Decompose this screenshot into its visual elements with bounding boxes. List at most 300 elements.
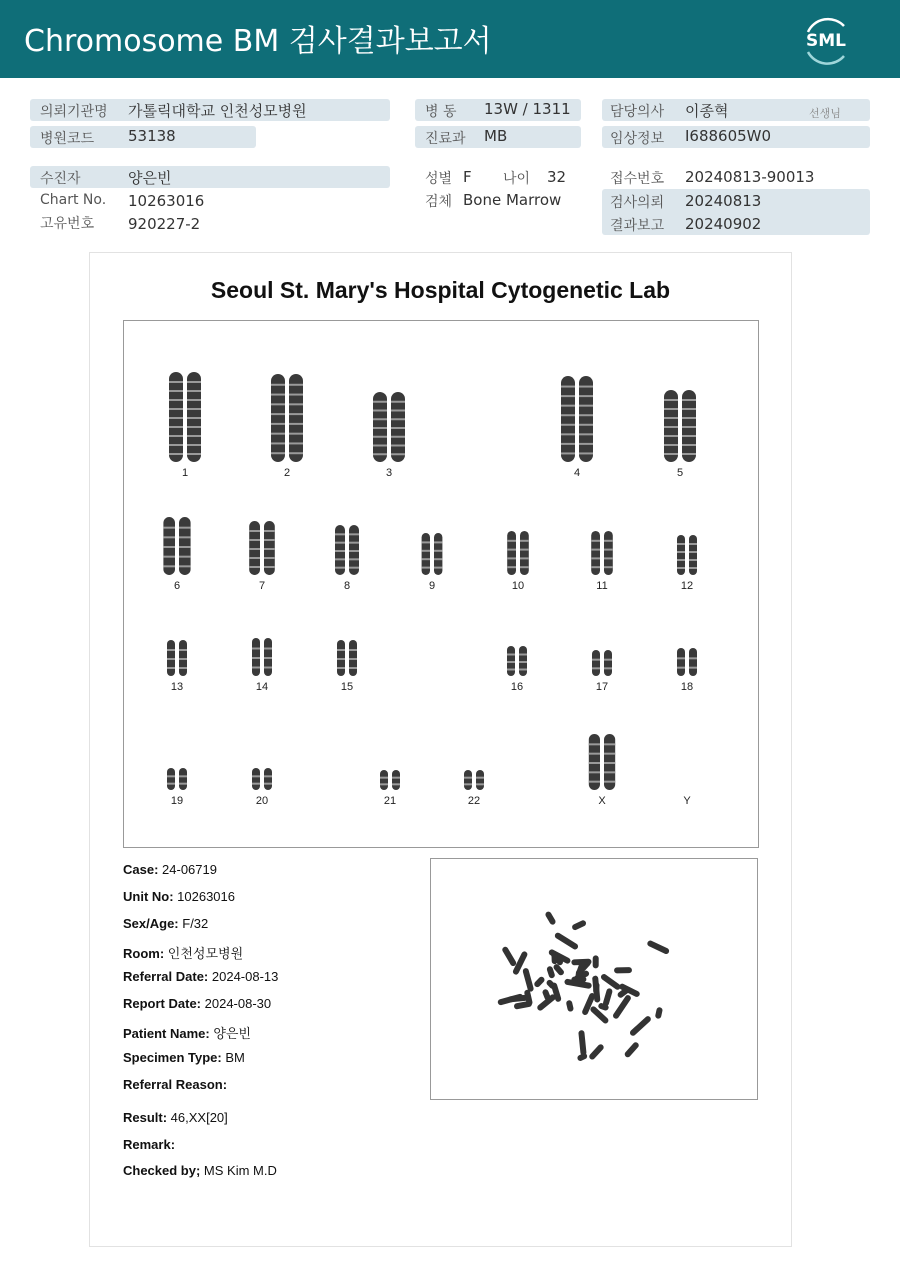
lab-title: Seoul St. Mary's Hospital Cytogenetic Lab: [210, 277, 671, 303]
chromosome-shape: [591, 531, 600, 575]
chromosome-band: [579, 395, 593, 397]
chromosome-band: [519, 654, 527, 656]
chromosome-label: 3: [385, 467, 393, 479]
metaphase-chromosome: [522, 967, 534, 992]
dept-label: 진료과: [425, 131, 466, 147]
report-field-value: 인천성모병원: [164, 946, 244, 961]
chromosome-band: [520, 557, 529, 559]
chromosome-label: 12: [680, 580, 694, 592]
chromosome-band: [561, 405, 575, 407]
chromosome-band: [391, 436, 405, 438]
chromosome-shape: [677, 648, 685, 676]
chromosome-band: [391, 445, 405, 447]
specimen-label: 검체: [425, 194, 453, 210]
patient-row-bg: [30, 166, 390, 188]
chromosome-band: [187, 399, 201, 401]
chromosome-band: [391, 418, 405, 420]
chromosome-band: [373, 445, 387, 447]
report-field-row: [123, 1023, 251, 1042]
report-field-value: 2024-08-13: [208, 969, 279, 984]
report-field-label: Remark:: [123, 1137, 176, 1152]
chromosome-band: [604, 540, 613, 542]
chromosome-band: [507, 661, 515, 663]
chromosome-shape: [464, 770, 472, 790]
chromosome-band: [579, 424, 593, 426]
chromosome-band: [664, 399, 678, 401]
clinical-value: I688605W0: [685, 127, 772, 145]
report-field-label: Specimen Type:: [123, 1050, 222, 1065]
chromosome-band: [264, 548, 275, 550]
chromosome-band: [520, 540, 529, 542]
chromosome-band: [252, 667, 260, 669]
chromosome-band: [604, 762, 615, 764]
chromosome-band: [589, 762, 600, 764]
chromosome-band: [187, 453, 201, 455]
chromosome-band: [349, 649, 357, 651]
chromosome-band: [604, 566, 613, 568]
unique-id-value: 920227-2: [128, 215, 201, 233]
specimen-value: Bone Marrow: [463, 191, 562, 209]
report-header: [0, 0, 900, 78]
chromosome-band: [335, 542, 345, 544]
chromosome-band: [289, 423, 303, 425]
chromosome-band: [179, 546, 191, 548]
chromosome-band: [589, 781, 600, 783]
chromosome-band: [252, 783, 260, 785]
chromosome-band: [422, 558, 430, 560]
chromosome-label: X: [598, 795, 606, 807]
metaphase-chromosome: [612, 994, 632, 1020]
chromosome-label: 4: [573, 467, 581, 479]
chromosome-band: [561, 386, 575, 388]
chromosome-band: [464, 783, 472, 785]
unique-id-label: 고유번호: [40, 216, 95, 232]
hospital-code-label: 병원코드: [40, 131, 95, 147]
doctor-value: 이종혁: [685, 102, 729, 120]
chromosome-band: [507, 654, 515, 656]
chromosome-band: [422, 550, 430, 552]
chromosome-band: [271, 413, 285, 415]
institution-value: 가톨릭대학교 인천성모병원: [128, 102, 307, 120]
chromosome-band: [561, 414, 575, 416]
chromosome-band: [591, 557, 600, 559]
chromosome-band: [167, 667, 175, 669]
metaphase-chromosome: [646, 940, 670, 955]
chromosome-band: [169, 426, 183, 428]
chromosome-band: [249, 548, 260, 550]
chromosome-band: [579, 414, 593, 416]
chromosome-band: [519, 661, 527, 663]
chromosome-band: [677, 667, 685, 669]
chromosome-band: [677, 559, 685, 561]
chromosome-band: [589, 743, 600, 745]
hospital-code-value: 53138: [128, 127, 176, 145]
institution-label: 의뢰기관명: [40, 104, 108, 120]
chromosome-band: [579, 433, 593, 435]
report-date-value: 20240902: [685, 215, 762, 233]
chromosome-band: [604, 557, 613, 559]
chromosome-band: [604, 549, 613, 551]
report-field-label: Patient Name:: [123, 1026, 210, 1041]
report-field-row: [123, 916, 208, 931]
chromosome-band: [689, 543, 697, 545]
chromosome-band: [187, 444, 201, 446]
chromosome-band: [271, 403, 285, 405]
patient-value: 양은빈: [128, 169, 172, 187]
chromosome-band: [464, 777, 472, 779]
chromosome-band: [169, 417, 183, 419]
chromosome-band: [264, 530, 275, 532]
chromosome-shape: [604, 650, 612, 676]
chromosome-band: [289, 442, 303, 444]
report-field-value: 46,XX[20]: [167, 1110, 228, 1125]
chromosome-band: [249, 530, 260, 532]
chromosome-band: [373, 436, 387, 438]
chromosome-band: [422, 541, 430, 543]
chromosome-band: [179, 649, 187, 651]
report-field-value: MS Kim M.D: [200, 1163, 277, 1178]
chromosome-band: [249, 566, 260, 568]
chromosome-band: [604, 753, 615, 755]
chromosome-band: [391, 401, 405, 403]
chromosome-band: [689, 667, 697, 669]
chromosome-band: [187, 426, 201, 428]
chromosome-band: [163, 565, 175, 567]
chromosome-band: [434, 550, 442, 552]
report-date-label: 결과보고: [610, 218, 665, 234]
clinical-label: 임상정보: [610, 131, 665, 147]
chromosome-shape: [271, 374, 285, 462]
karyotype-report-panel: [89, 252, 792, 1247]
chromosome-band: [561, 433, 575, 435]
chromosome-band: [179, 775, 187, 777]
metaphase-chromosome: [578, 1030, 586, 1056]
chromosome-band: [392, 783, 400, 785]
chromosome-band: [561, 424, 575, 426]
chromosome-band: [422, 567, 430, 569]
chromosome-band: [187, 417, 201, 419]
chromosome-label: 5: [676, 467, 684, 479]
chromosome-label: 2: [283, 467, 291, 479]
report-field-value: 양은빈: [209, 1026, 251, 1041]
chromosome-shape: [689, 648, 697, 676]
chromosome-band: [271, 394, 285, 396]
report-field-label: Room:: [123, 946, 165, 961]
chromosome-band: [592, 667, 600, 669]
metaphase-chromosome: [588, 1043, 605, 1061]
chromosome-band: [271, 384, 285, 386]
chromosome-shape: [252, 768, 260, 790]
receipt-value: 20240813-90013: [685, 168, 815, 186]
chromosome-band: [349, 558, 359, 560]
chromosome-band: [169, 381, 183, 383]
chromosome-band: [476, 777, 484, 779]
chromosome-band: [349, 550, 359, 552]
metaphase-chromosome: [600, 973, 622, 991]
chromosome-band: [179, 783, 187, 785]
chromosome-band: [519, 669, 527, 671]
chromosome-band: [507, 669, 515, 671]
chromosome-band: [604, 743, 615, 745]
chromosome-band: [167, 783, 175, 785]
sml-logo: [798, 12, 854, 66]
chromosome-band: [169, 453, 183, 455]
report-field-row: [123, 969, 278, 984]
report-field-value: 2024-08-30: [201, 996, 272, 1011]
chromosome-label: 21: [383, 795, 397, 807]
chromosome-label: Y: [683, 795, 691, 807]
chromosome-band: [252, 657, 260, 659]
chromosome-band: [249, 539, 260, 541]
chromosome-band: [264, 783, 272, 785]
chromosome-label: 1: [181, 467, 189, 479]
report-field-value: F/32: [178, 916, 209, 931]
chromosome-band: [373, 453, 387, 455]
report-field-label: Referral Date:: [123, 969, 209, 984]
report-field-label: Checked by;: [123, 1163, 201, 1178]
chromosome-label: 16: [510, 681, 524, 693]
chromosome-band: [264, 667, 272, 669]
chromosome-shape: [434, 533, 442, 575]
chromosome-shape: [604, 531, 613, 575]
chromosome-band: [289, 452, 303, 454]
chromosome-label: 18: [680, 681, 694, 693]
chromosome-label: 7: [258, 580, 266, 592]
chromosome-band: [392, 777, 400, 779]
chromosome-band: [337, 649, 345, 651]
chromosome-band: [373, 418, 387, 420]
chromosome-band: [561, 443, 575, 445]
chromosome-band: [579, 386, 593, 388]
doctor-suffix: 선생님: [809, 107, 841, 120]
report-field-value: BM: [221, 1050, 245, 1065]
chromosome-band: [179, 556, 191, 558]
report-field-row: [123, 1137, 175, 1152]
chromosome-shape: [520, 531, 529, 575]
chromosome-band: [664, 408, 678, 410]
metaphase-chromosome: [571, 919, 587, 931]
chromosome-band: [677, 543, 685, 545]
chromosome-band: [591, 566, 600, 568]
report-field-label: Report Date:: [123, 996, 202, 1011]
chromosome-band: [169, 435, 183, 437]
receipt-label: 접수번호: [610, 171, 665, 187]
chromosome-band: [520, 549, 529, 551]
request-date-value: 20240813: [685, 192, 762, 210]
chromosome-band: [589, 753, 600, 755]
chromosome-band: [252, 775, 260, 777]
metaphase-chromosome: [593, 955, 599, 968]
report-field-label: Sex/Age:: [123, 916, 179, 931]
metaphase-chromosome: [551, 952, 557, 964]
chromosome-shape: [380, 770, 388, 790]
chromosome-band: [604, 659, 612, 661]
chromosome-band: [179, 536, 191, 538]
karyogram: [123, 320, 759, 848]
chromosome-band: [349, 667, 357, 669]
chromosome-label: 20: [255, 795, 269, 807]
ward-value: 13W / 1311: [484, 100, 571, 118]
chromosome-band: [391, 453, 405, 455]
chromosome-shape: [579, 376, 593, 462]
chromosome-band: [264, 657, 272, 659]
report-field-label: Referral Reason:: [123, 1077, 228, 1092]
chromosome-band: [579, 443, 593, 445]
chromosome-band: [349, 567, 359, 569]
report-field-value: 24-06719: [158, 862, 217, 877]
sex-label: 성별: [425, 171, 453, 187]
chromosome-band: [689, 657, 697, 659]
chromosome-band: [163, 556, 175, 558]
chromosome-band: [507, 540, 516, 542]
chromosome-band: [507, 566, 516, 568]
chromosome-label: 8: [343, 580, 351, 592]
chromosome-label: 9: [428, 580, 436, 592]
chromosome-label: 10: [511, 580, 525, 592]
chromosome-band: [373, 427, 387, 429]
report-field-row: [123, 1110, 228, 1125]
chromosome-band: [591, 549, 600, 551]
chromosome-band: [187, 381, 201, 383]
chromosome-band: [169, 408, 183, 410]
chromosome-band: [434, 558, 442, 560]
metaphase-chromosome: [629, 1015, 652, 1037]
request-date-label: 검사의뢰: [610, 195, 665, 211]
chromosome-band: [169, 390, 183, 392]
chromosome-band: [167, 649, 175, 651]
chromosome-band: [187, 408, 201, 410]
chromosome-band: [579, 452, 593, 454]
metaphase-chromosome: [554, 932, 579, 951]
report-field-row: [123, 996, 271, 1011]
report-field-row: [123, 1163, 277, 1178]
chromosome-band: [380, 783, 388, 785]
chromosome-band: [187, 390, 201, 392]
chromosome-band: [289, 413, 303, 415]
chromosome-band: [249, 557, 260, 559]
chromosome-shape: [264, 768, 272, 790]
chart-no-value: 10263016: [128, 192, 205, 210]
chromosome-band: [271, 452, 285, 454]
chromosome-band: [169, 444, 183, 446]
chromosome-shape: [476, 770, 484, 790]
chromosome-band: [391, 427, 405, 429]
chromosome-band: [271, 442, 285, 444]
metaphase-chromosome: [655, 1007, 663, 1020]
chromosome-label: 22: [467, 795, 481, 807]
chromosome-band: [682, 444, 696, 446]
sex-value: F: [463, 168, 472, 186]
chromosome-band: [689, 567, 697, 569]
chromosome-shape: [592, 650, 600, 676]
chromosome-band: [264, 557, 275, 559]
report-field-label: Result:: [123, 1110, 168, 1125]
chromosome-band: [507, 557, 516, 559]
chromosome-shape: [289, 374, 303, 462]
age-label: 나이: [503, 171, 531, 187]
chromosome-band: [664, 453, 678, 455]
chromosome-band: [264, 775, 272, 777]
metaphase-chromosome: [614, 967, 632, 973]
chromosome-band: [682, 435, 696, 437]
chromosome-band: [271, 433, 285, 435]
ward-label: 병 동: [425, 104, 457, 120]
metaphase-chromosome: [623, 1041, 640, 1058]
chromosome-band: [682, 453, 696, 455]
chromosome-shape: [167, 768, 175, 790]
chromosome-label: 14: [255, 681, 269, 693]
chromosome-label: 13: [170, 681, 184, 693]
report-field-row: [123, 1077, 227, 1092]
chromosome-band: [337, 667, 345, 669]
chromosome-label: 6: [173, 580, 181, 592]
chromosome-band: [373, 401, 387, 403]
chromosome-band: [434, 567, 442, 569]
chromosome-label: 19: [170, 795, 184, 807]
chromosome-band: [264, 539, 275, 541]
chromosome-band: [561, 452, 575, 454]
chromosome-label: 11: [596, 580, 608, 592]
chromosome-band: [335, 558, 345, 560]
metaphase-image-box: [430, 858, 758, 1100]
chromosome-band: [163, 546, 175, 548]
chromosome-band: [337, 658, 345, 660]
chromosome-label: 17: [595, 681, 609, 693]
chromosome-band: [252, 648, 260, 650]
chromosome-band: [163, 536, 175, 538]
metaphase-chromosome: [566, 1000, 574, 1013]
chromosome-band: [179, 658, 187, 660]
chromosome-band: [271, 423, 285, 425]
chromosome-band: [664, 426, 678, 428]
chromosome-band: [664, 435, 678, 437]
chromosome-band: [187, 435, 201, 437]
patient-label: 수진자: [40, 171, 81, 187]
chromosome-band: [163, 527, 175, 529]
chromosome-band: [682, 426, 696, 428]
chromosome-band: [507, 549, 516, 551]
chromosome-band: [664, 417, 678, 419]
chromosome-band: [349, 533, 359, 535]
chromosome-shape: [561, 376, 575, 462]
chromosome-band: [604, 771, 615, 773]
chromosome-band: [520, 566, 529, 568]
report-field-label: Unit No:: [123, 889, 174, 904]
chromosome-band: [579, 405, 593, 407]
logo-text: SML: [806, 31, 846, 51]
chromosome-band: [179, 527, 191, 529]
chromosome-band: [689, 559, 697, 561]
chromosome-band: [179, 565, 191, 567]
metaphase-chromosome: [544, 910, 556, 925]
doctor-label: 담당의사: [610, 104, 665, 120]
chromosome-band: [169, 399, 183, 401]
chromosome-band: [476, 783, 484, 785]
metaphase-chromosome: [593, 982, 600, 994]
chromosome-band: [391, 410, 405, 412]
chart-no-label: Chart No.: [40, 192, 107, 208]
chromosome-band: [335, 533, 345, 535]
chromosome-band: [591, 540, 600, 542]
chromosome-band: [682, 417, 696, 419]
chromosome-band: [167, 658, 175, 660]
report-field-row: [123, 862, 217, 877]
metaphase-spread-image: [431, 859, 757, 1099]
chromosome-band: [434, 541, 442, 543]
chromosome-band: [604, 781, 615, 783]
chromosome-band: [380, 777, 388, 779]
karyogram-image: [124, 321, 760, 849]
